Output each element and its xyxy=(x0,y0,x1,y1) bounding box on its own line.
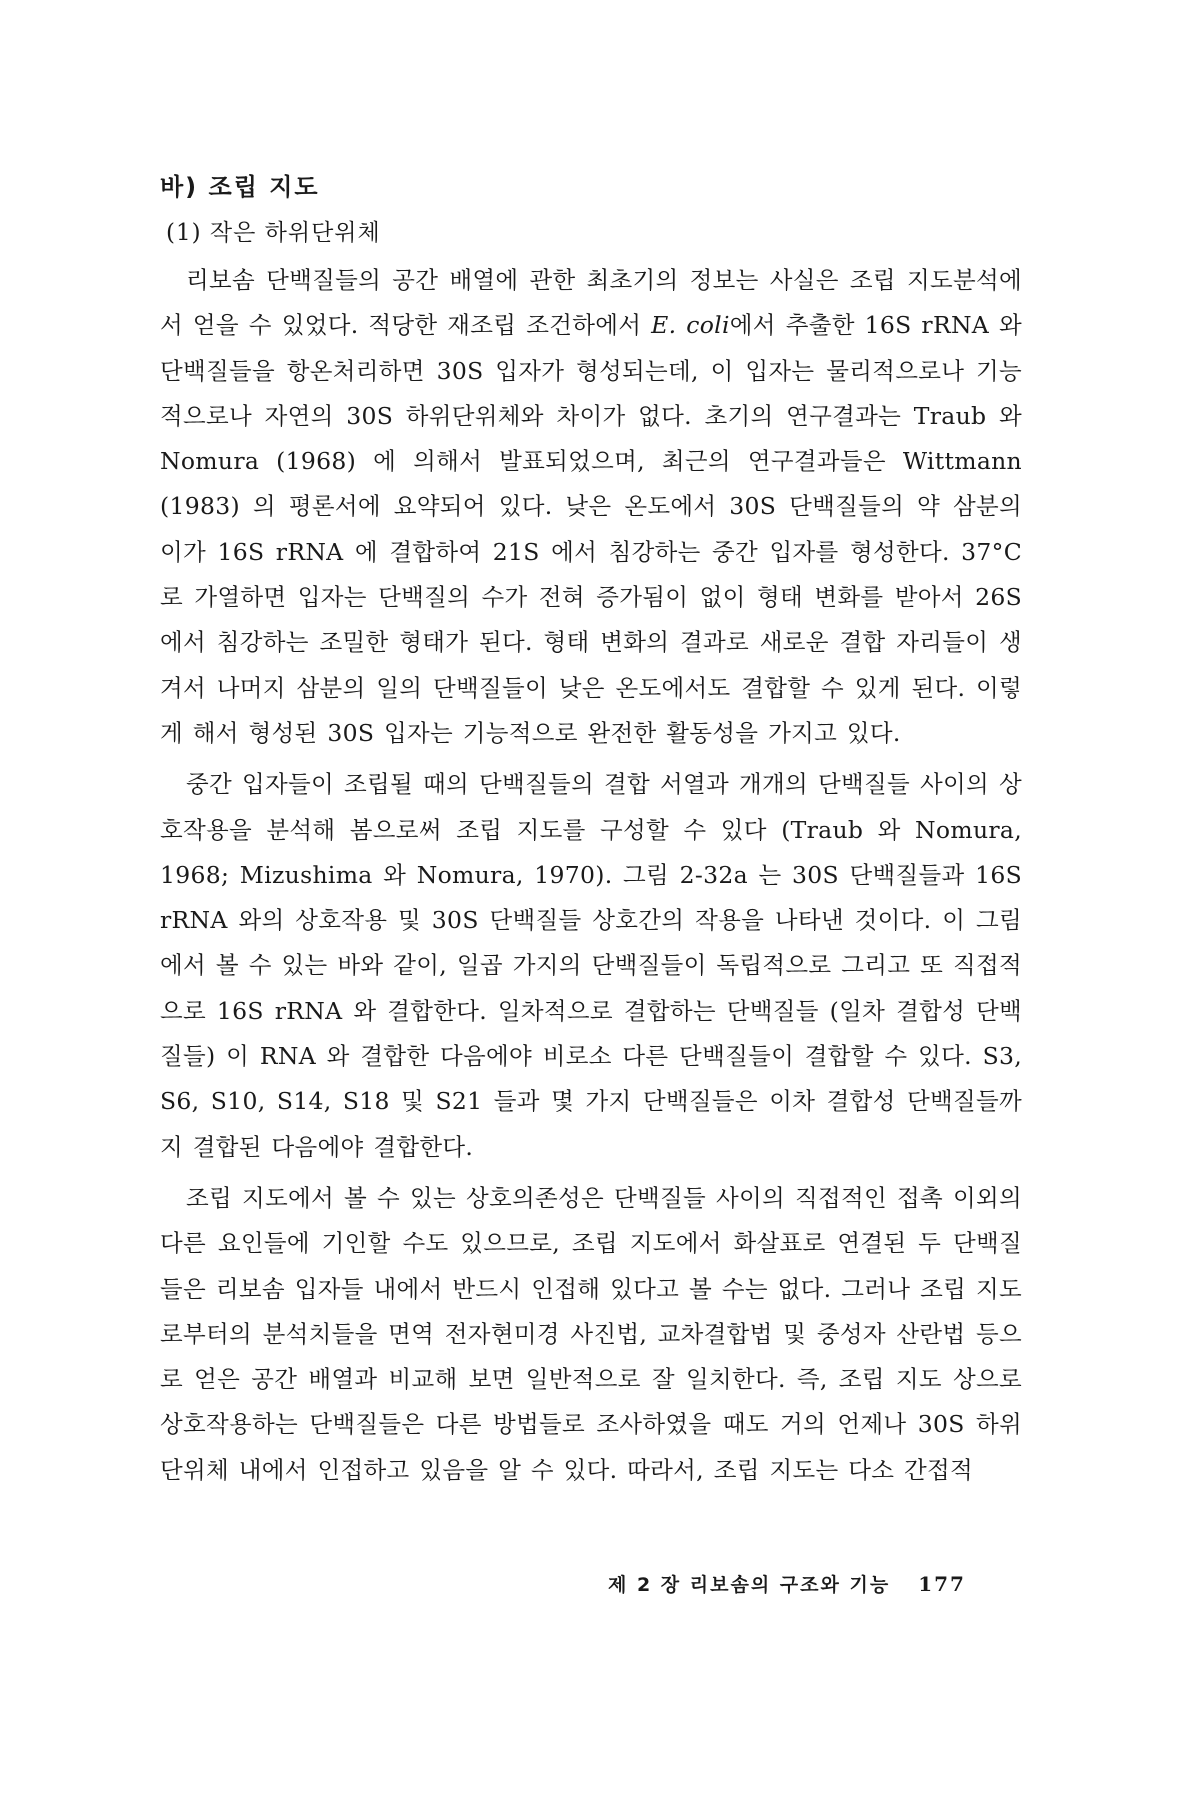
paragraph-3: 조립 지도에서 볼 수 있는 상호의존성은 단백질들 사이의 직접적인 접촉 이외의 다른 요인들에 기인할 수도 있으므로, 조립 지도에서 화살표로 연결된 두 단백질들은 리보솜 입자들 내에서 반드시 인접해 있다고 볼 수는 없다. 그러나 조립 지도로부터의 분석치들을 면역 전자현미경 사진법, 교차결합법 및 중성자 산란법 등으로 얻은 공간 배열과 비교해 보면 일반적으로 잘 일치한다. 즉, 조립 지도 상으로 상호작용하는 단백질들은 다른 방법들로 조사하였을 때도 거의 언제나 30S 하위단위체 내에서 인접하고 있음을 알 수 있다. 따라서, 조립 지도는 다소 간접적 xyxy=(160,1183,1022,1484)
page-body xyxy=(160,168,1022,1499)
page-number: 177 xyxy=(918,1572,966,1596)
paragraph-1 xyxy=(160,258,1022,756)
paragraph-2: 중간 입자들이 조립될 때의 단백질들의 결합 서열과 개개의 단백질들 사이의 상호작용을 분석해 봄으로써 조립 지도를 구성할 수 있다 (Traub 와 Nomura, 1968; Mizushima 와 Nomura, 1970). 그림 2-32a 는 30S 단백질들과 16S rRNA 와의 상호작용 및 30S 단백질들 상호간의 작용을 나타낸 것이다. 이 그림에서 볼 수 있는 바와 같이, 일곱 가지의 단백질들이 독립적으로 그리고 또 직접적으로 16S rRNA 와 결합한다. 일차적으로 결합하는 단백질들 (일차 결합성 단백질들) 이 RNA 와 결합한 다음에야 비로소 다른 단백질들이 결합할 수 있다. S3, S6, S10, S14, S18 및 S21 들과 몇 가지 단백질들은 이차 결합성 단백질들까지 결합된 다음에야 결합한다. xyxy=(160,770,1022,1161)
section-heading: 바) 조립 지도 xyxy=(160,173,320,201)
paragraph-1-part-b: 에서 추출한 16S rRNA 와 단백질들을 항온처리하면 30S 입자가 형성되는데, 이 입자는 물리적으로나 기능적으로나 자연의 30S 하위단위체와 차이가 없다. 초기의 연구결과는 Traub 와 Nomura (1968) 에 의해서 발표되었으며, 최근의 연구결과들은 Wittmann (1983) 의 평론서에 요약되어 있다. 낮은 온도에서 30S 단백질들의 약 삼분의 이가 16S rRNA 에 결합하여 21S 에서 침강하는 중간 입자를 형성한다. 37°C 로 가열하면 입자는 단백질의 수가 전혀 증가됨이 없이 형태 변화를 받아서 26S 에서 침강하는 조밀한 형태가 된다. 형태 변화의 결과로 새로운 결합 자리들이 생겨서 나머지 삼분의 일의 단백질들이 낮은 온도에서도 결합할 수 있게 된다. 이렇게 해서 형성된 30S 입자는 기능적으로 완전한 활동성을 가지고 있다. xyxy=(160,311,1022,747)
page-footer xyxy=(608,1570,966,1597)
running-title: 제 2 장 리보솜의 구조와 기능 xyxy=(608,1574,891,1596)
sub-heading: (1) 작은 하위단위체 xyxy=(166,220,381,246)
paragraph-1-part-a: 리보솜 단백질들의 공간 배열에 관한 최초기의 정보는 사실은 조립 지도분석에서 얻을 수 있었다. 적당한 재조립 조건하에서 xyxy=(160,266,1022,340)
species-name-italic: E. coli xyxy=(651,311,730,340)
